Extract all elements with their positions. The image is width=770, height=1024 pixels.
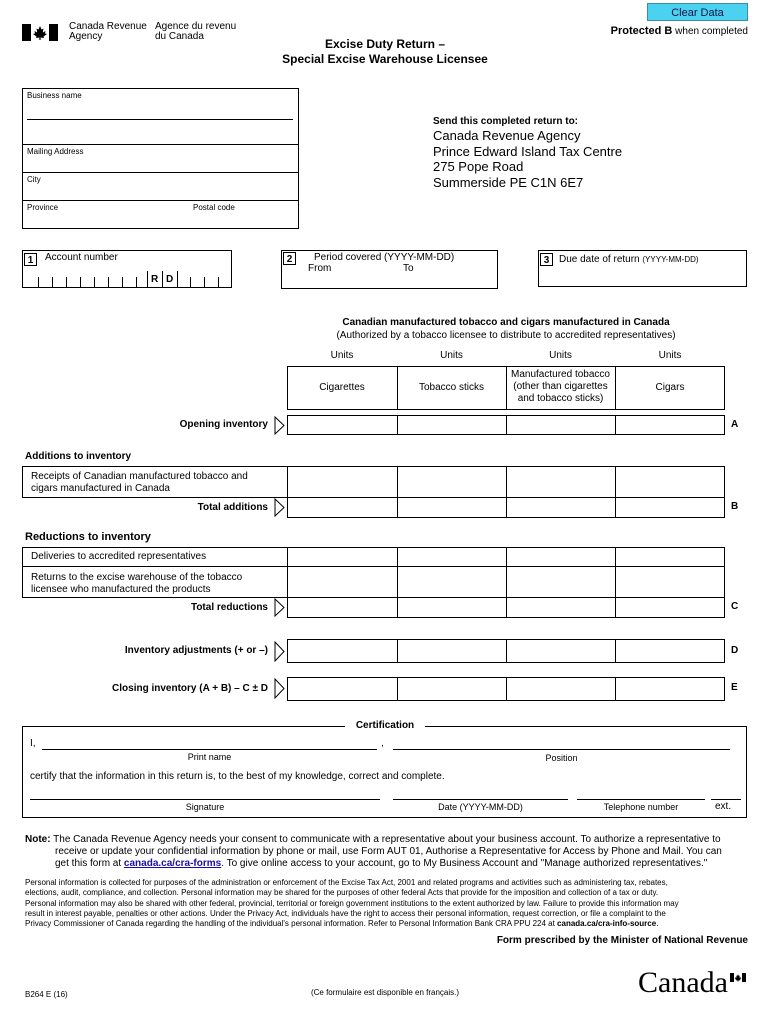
- title-line2: Special Excise Warehouse Licensee: [282, 52, 488, 66]
- returns-cigars-input[interactable]: [615, 566, 725, 598]
- deliveries-cigars-input[interactable]: [615, 547, 725, 567]
- note-line3-start: get this form at: [55, 858, 122, 869]
- returns-tobacco-sticks-input[interactable]: [397, 566, 507, 598]
- total-reductions-cigarettes-input[interactable]: [287, 597, 398, 618]
- send-to-line1: Canada Revenue Agency: [433, 128, 581, 143]
- due-date-text: Due date of return: [559, 254, 640, 265]
- closing-inventory-label: Closing inventory (A + B) – C ± D: [112, 683, 268, 694]
- period-covered-label: Period covered (YYYY-MM-DD): [314, 252, 455, 263]
- due-date-format: (YYYY-MM-DD): [642, 255, 699, 264]
- note-line1: The Canada Revenue Agency needs your consent to communicate with a representative about your business account. To authorize a representative to: [53, 834, 721, 845]
- send-to-line3: 275 Pope Road: [433, 159, 524, 174]
- province-label: Province: [27, 203, 59, 212]
- total-additions-cigars-input[interactable]: [615, 497, 725, 518]
- opening-manufactured-input[interactable]: [506, 415, 616, 435]
- closing-tobacco-sticks-input[interactable]: [397, 677, 507, 701]
- closing-manufactured-input[interactable]: [506, 677, 616, 701]
- telephone-input[interactable]: [577, 799, 705, 800]
- extension-input[interactable]: [711, 799, 741, 800]
- form-prescribed-text: Form prescribed by the Minister of National Revenue: [496, 935, 748, 946]
- total-reductions-cigars-input[interactable]: [615, 597, 725, 618]
- receipts-cigars-input[interactable]: [615, 466, 725, 498]
- receipts-cigarettes-input[interactable]: [287, 466, 398, 498]
- line-letter-c: C: [731, 601, 739, 612]
- extension-label: ext.: [715, 801, 732, 812]
- manufactured-line2: (other than cigarettes: [513, 381, 608, 392]
- receipts-line2: cigars manufactured in Canada: [31, 483, 170, 494]
- total-reductions-tobacco-sticks-input[interactable]: [397, 597, 507, 618]
- city-input[interactable]: [22, 200, 299, 201]
- certification-comma: ,: [381, 738, 384, 749]
- closing-cigars-input[interactable]: [615, 677, 725, 701]
- receipts-tobacco-sticks-input[interactable]: [397, 466, 507, 498]
- agency-en-line2: Agency: [69, 31, 103, 42]
- table-subtitle: (Authorized by a tobacco licensee to distribute to accredited representatives): [336, 330, 676, 341]
- note-label: Note:: [25, 834, 51, 845]
- column-header-tobacco-sticks: Tobacco sticks: [418, 382, 485, 393]
- line-letter-d: D: [731, 645, 739, 656]
- canada-wordmark: Canada: [638, 966, 728, 999]
- protected-label: [611, 25, 748, 37]
- period-to-input[interactable]: [401, 274, 493, 286]
- line-letter-e: E: [731, 682, 738, 693]
- note-line3-end: . To give online access to your account, go to My Business Account and "Manage authorized representatives.": [221, 858, 708, 869]
- opening-tobacco-sticks-input[interactable]: [397, 415, 507, 435]
- date-input[interactable]: [393, 799, 568, 800]
- receipts-manufactured-input[interactable]: [506, 466, 616, 498]
- protected-b: Protected B: [610, 25, 673, 37]
- form-id: B264 E (16): [25, 990, 68, 999]
- privacy-line5: Privacy Commissioner of Canada regarding the handling of the individual's personal information. Refer to Personal Information Bank CRA PPU 224 at: [25, 919, 555, 929]
- french-availability: (Ce formulaire est disponible en français.): [310, 988, 460, 997]
- city-label: City: [27, 175, 41, 184]
- units-label: Units: [440, 350, 463, 361]
- total-reductions-manufactured-input[interactable]: [506, 597, 616, 618]
- total-reductions-label: Total reductions: [190, 602, 268, 613]
- line-letter-a: A: [731, 419, 739, 430]
- adjustments-cigarettes-input[interactable]: [287, 639, 398, 663]
- period-from-input[interactable]: [306, 274, 394, 286]
- units-label: Units: [330, 350, 354, 361]
- business-name-input[interactable]: [27, 119, 293, 120]
- agency-name-fr: [155, 22, 236, 42]
- privacy-line3: Personal information may also be shared with other federal, provincial, territorial or foreign government institutions to the extent authorized by law. Failure to provide this information may: [25, 898, 679, 908]
- manufactured-line3: and tobacco sticks): [517, 393, 604, 404]
- wordmark-flag-icon: [730, 969, 746, 978]
- field-number-1: 1: [24, 253, 37, 266]
- page-title: [230, 37, 540, 67]
- privacy-statement: [25, 878, 747, 929]
- note-line2: receive or update your confidential information by phone or mail, use Form AUT 01, Authorise a Representative for Access by Phone and Mail. You can: [55, 846, 722, 857]
- clear-data-button[interactable]: Clear Data: [647, 3, 748, 21]
- opening-cigarettes-input[interactable]: [287, 415, 398, 435]
- units-label: Units: [658, 350, 682, 361]
- deliveries-tobacco-sticks-input[interactable]: [397, 547, 507, 567]
- signature-label: Signature: [185, 802, 225, 812]
- returns-manufactured-input[interactable]: [506, 566, 616, 598]
- total-additions-cigarettes-input[interactable]: [287, 497, 398, 518]
- opening-cigars-input[interactable]: [615, 415, 725, 435]
- closing-cigarettes-input[interactable]: [287, 677, 398, 701]
- table-title: Canadian manufactured tobacco and cigars manufactured in Canada: [342, 317, 670, 328]
- due-date-input[interactable]: [560, 270, 740, 284]
- period-from-label: From: [308, 263, 332, 274]
- deliveries-label: Deliveries to accredited representatives: [31, 551, 207, 562]
- opening-inventory-label: Opening inventory: [179, 419, 268, 430]
- field-number-3: 3: [540, 253, 553, 266]
- date-label: Date (YYYY-MM-DD): [438, 802, 523, 812]
- privacy-line4: result in interest payable, penalties or other actions. Under the Privacy Act, individuals have the right to access their personal information, request correction, or file a complaint to the: [25, 908, 666, 918]
- rd-letter-d: D: [166, 274, 174, 285]
- privacy-line2: elections, audit, compliance, and collection. Personal information may be shared for the purposes of other federal Acts that provide for the imposition and collection of a tax or duty.: [25, 888, 659, 898]
- returns-line2: licensee who manufactured the products: [31, 584, 211, 595]
- business-info-box: [22, 88, 299, 229]
- due-date-label: [559, 254, 699, 265]
- receipts-line1: Receipts of Canadian manufactured tobacco and: [31, 471, 248, 482]
- deliveries-cigarettes-input[interactable]: [287, 547, 398, 567]
- postal-code-label: Postal code: [193, 203, 235, 212]
- reductions-heading: Reductions to inventory: [25, 531, 151, 543]
- account-number-label: Account number: [45, 252, 118, 263]
- cra-forms-link[interactable]: canada.ca/cra-forms: [123, 858, 222, 869]
- position-input[interactable]: [393, 749, 730, 750]
- info-source-link[interactable]: canada.ca/cra-info-source: [557, 919, 657, 929]
- signature-input[interactable]: [30, 799, 380, 800]
- additions-heading: Additions to inventory: [25, 451, 132, 462]
- column-header-cigars: Cigars: [655, 382, 685, 393]
- protected-suffix: when completed: [675, 26, 748, 37]
- certification-statement: certify that the information in this return is, to the best of my knowledge, correct and complete.: [30, 771, 445, 782]
- manufactured-line1: Manufactured tobacco: [511, 369, 610, 380]
- units-label: Units: [549, 350, 572, 361]
- agency-fr-line2: du Canada: [155, 31, 204, 42]
- returns-line1: Returns to the excise warehouse of the tobacco: [31, 572, 243, 583]
- privacy-line1: Personal information is collected for purposes of the administration or enforcement of the Excise Tax Act, 2001 and related programs and activities such as administering tax, rebates,: [25, 878, 668, 887]
- line-letter-b: B: [731, 501, 739, 512]
- agency-name-en: [69, 22, 147, 42]
- deliveries-manufactured-input[interactable]: [506, 547, 616, 567]
- certification-title: Certification: [345, 720, 425, 731]
- print-name-input[interactable]: [42, 749, 377, 750]
- note-paragraph: [25, 834, 747, 870]
- period-to-label: To: [403, 263, 414, 274]
- send-to-line4: Summerside PE C1N 6E7: [433, 174, 584, 190]
- rd-letter-r: R: [151, 274, 159, 285]
- column-header-cigarettes: Cigarettes: [319, 382, 365, 393]
- total-additions-tobacco-sticks-input[interactable]: [397, 497, 507, 518]
- adjustments-cigars-input[interactable]: [615, 639, 725, 663]
- agency-en-line1: Canada Revenue: [69, 21, 147, 32]
- business-name-label: Business name: [27, 91, 82, 100]
- send-to-line2: Prince Edward Island Tax Centre: [433, 143, 623, 159]
- mailing-address-input[interactable]: [22, 172, 299, 173]
- print-name-label: Print name: [187, 752, 232, 762]
- adjustments-tobacco-sticks-input[interactable]: [397, 639, 507, 663]
- mailing-address-label: Mailing Address: [27, 147, 84, 156]
- returns-label: [31, 572, 242, 596]
- account-number-input[interactable]: [22, 287, 232, 288]
- title-line1: Excise Duty Return –: [324, 37, 446, 51]
- column-header-manufactured-tobacco: [506, 369, 615, 405]
- inventory-adjustments-label: Inventory adjustments (+ or –): [124, 645, 268, 656]
- mailing-destination: [433, 128, 622, 190]
- privacy-line5-end: .: [656, 919, 659, 929]
- receipts-label: [31, 471, 248, 495]
- returns-cigarettes-input[interactable]: [287, 566, 398, 598]
- send-to-label: Send this completed return to:: [433, 116, 579, 127]
- total-additions-label: Total additions: [197, 502, 268, 513]
- field-number-2: 2: [283, 252, 296, 265]
- telephone-label: Telephone number: [603, 802, 679, 812]
- canada-flag-icon: [22, 24, 58, 41]
- adjustments-manufactured-input[interactable]: [506, 639, 616, 663]
- position-label: Position: [545, 753, 578, 763]
- certification-i: I,: [30, 738, 36, 749]
- total-additions-manufactured-input[interactable]: [506, 497, 616, 518]
- agency-fr-line1: Agence du revenu: [155, 21, 237, 32]
